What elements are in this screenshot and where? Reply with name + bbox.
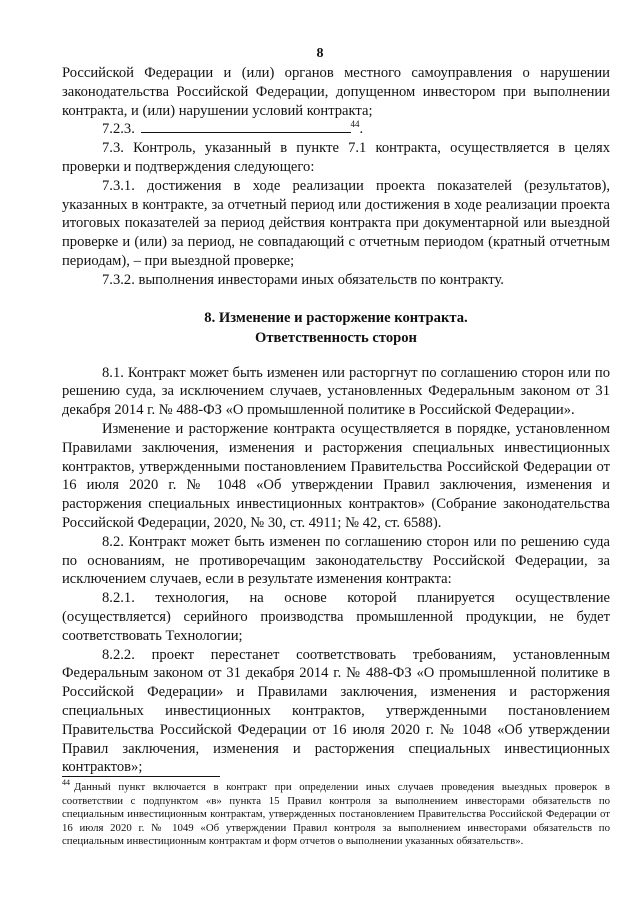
section-title: [62, 308, 610, 348]
paragraph: 7.3. Контроль, указанный в пункте 7.1 контракта, осуществляется в целях проверки и подтверждения следующего:: [62, 140, 610, 175]
footnote-text: Данный пункт включается в контракт при определении иных случаев проведения выездных проверок в соответствии с подпунктом «в» пункта 15 Правил контроля за выполнением инвесторами обязательств по специальным инвестиционным контрактам, утвержденных постановлением Правительства Российской Федерации от 16 июля 2020 г. № 1049 «Об утверждении Правил контроля за выполнением инвесторами обязательств по специальным инвестиционным контрактам и форм отчетов о выполнении указанных обязательств».: [62, 781, 610, 848]
item-label: 7.2.3.: [102, 121, 135, 138]
footnote-separator: [62, 776, 220, 777]
section-title-line: 8. Изменение и расторжение контракта.: [204, 309, 468, 326]
paragraph-7-2-3: [62, 120, 610, 139]
section-title-line: Ответственность сторон: [255, 329, 417, 346]
blank-fill-line: [141, 120, 351, 133]
footnote-reference: 44: [350, 119, 360, 130]
paragraph: Российской Федерации и (или) органов местного самоуправления о нарушении законодательства Российской Федерации, допущенном инвестором при выполнении контракта, и (или) нарушении условий контракта;: [62, 65, 610, 119]
item-end: .: [359, 121, 364, 138]
paragraph: 7.3.2. выполнения инвесторами иных обязательств по контракту.: [102, 271, 504, 288]
paragraph: 8.2.2. проект перестанет соответствовать требованиям, установленным Федеральным законом от 31 декабря 2014 г. № 488-ФЗ «О промышленной политике в Российской Федерации» и Правилами заключения, изменения и расторжения специальных инвестиционных контрактов, утвержденными постановлением Правительства Российской Федерации от 16 июля 2020 г. № 1048 «Об утверждении Правил заключения, изменения и расторжения специальных инвестиционных контрактов»;: [62, 646, 610, 776]
footnote: [62, 778, 610, 849]
document-body: [62, 64, 610, 777]
footnote-mark: 44: [62, 778, 70, 788]
paragraph: Изменение и расторжение контракта осуществляется в порядке, установленном Правилами заключения, изменения и расторжения специальных инвестиционных контрактов, утвержденными постановлением Правительства Российской Федерации от 16 июля 2020 г. № 1048 «Об утверждении Правил заключения, изменения и расторжения специальных инвестиционных контрактов» (Собрание законодательства Российской Федерации, 2020, № 30, ст. 4911; № 42, ст. 6588).: [62, 420, 610, 531]
paragraph: 8.2.1. технология, на основе которой планируется осуществление (осуществляется) серийного производства промышленной продукции, не будет соответствовать Технологии;: [62, 590, 610, 644]
paragraph: 7.3.1. достижения в ходе реализации проекта показателей (результатов), указанных в контракте, за отчетный период или достижения в ходе реализации проекта итоговых показателей за период действия контракта при документарной или выездной проверке и (или) за период, не совпадающий с отчетным периодом (кратный отчетным периодам), – при выездной проверке;: [62, 177, 610, 269]
paragraph: 8.1. Контракт может быть изменен или расторгнут по соглашению сторон или по решению суда, за исключением случаев, установленных Федеральным законом от 31 декабря 2014 г. № 488-ФЗ «О промышленной политике в Российской Федерации».: [62, 364, 610, 419]
paragraph: 8.2. Контракт может быть изменен по соглашению сторон или по решению суда по основаниям, не противоречащим законодательству Российской Федерации, за исключением случаев, если в результате изменения контракта:: [62, 533, 610, 588]
page-number: 8: [316, 46, 324, 61]
